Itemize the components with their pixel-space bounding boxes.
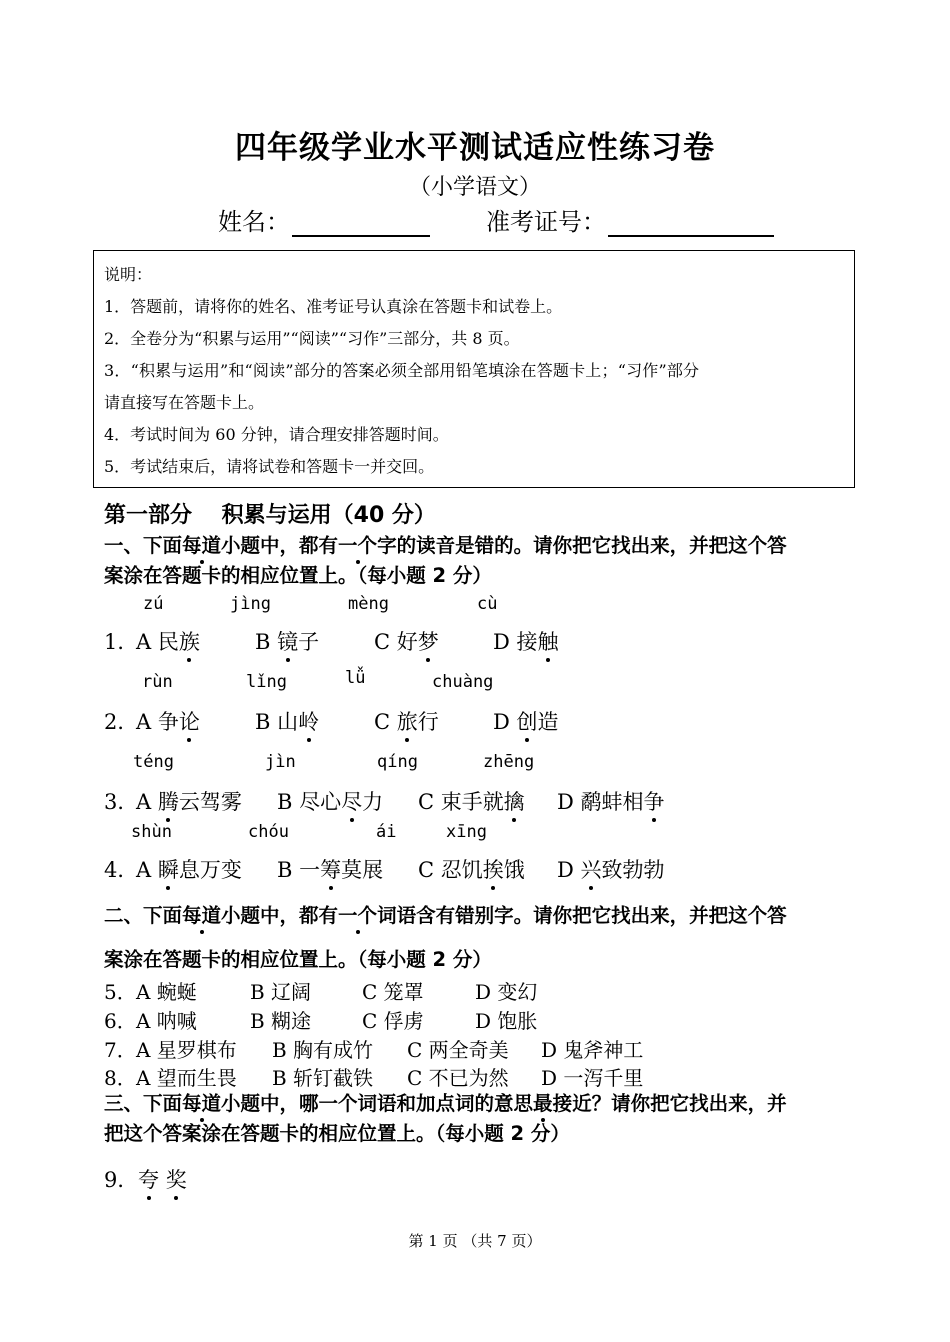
option-d: D 鬼斧神工 — [541, 1038, 644, 1062]
option-a: A 民族 — [136, 626, 200, 656]
option-d: D 接触 — [493, 626, 559, 656]
option-a: A 星罗棋布 — [136, 1038, 237, 1062]
exam-subtitle: （小学语文） — [408, 175, 541, 200]
pinyin: jìng — [230, 594, 271, 614]
pinyin: zhēng — [483, 752, 535, 772]
option-b: B 斩钉截铁 — [272, 1066, 374, 1090]
pinyin: jìn — [265, 752, 296, 772]
part-one-title: 第一部分 积累与运用（40 分） — [104, 503, 436, 528]
dotted-text: 一个 — [338, 900, 377, 928]
option-d: D 一泻千里 — [541, 1066, 644, 1090]
option-c: C 笼罩 — [362, 980, 424, 1004]
option-b: B 胸有成竹 — [272, 1038, 374, 1062]
question-number: 1． — [104, 630, 139, 654]
pinyin: chuàng — [432, 672, 494, 692]
dotted-text: 一个 — [338, 530, 377, 558]
option-a: A 腾云驾雾 — [136, 786, 242, 816]
instructions-heading: 说明： — [104, 265, 153, 284]
question-number: 9． — [104, 1168, 139, 1192]
option-b: B 辽阔 — [250, 980, 312, 1004]
question-number: 3． — [104, 790, 139, 814]
pinyin: lǐng — [246, 672, 287, 692]
option-b: B 一筹莫展 — [277, 854, 383, 884]
text-segment: 小题中，都有 — [221, 534, 339, 557]
text-segment: 接近？请你把它找出来，并 — [552, 1092, 787, 1115]
pinyin: lǚ — [345, 668, 366, 688]
instruction-line: 1．答题前，请将你的姓名、准考证号认真涂在答题卡和试卷上。 — [104, 297, 563, 316]
section-one-instruction — [104, 530, 854, 558]
exam-id-label: 准考证号： — [486, 208, 606, 236]
name-label: 姓名： — [218, 208, 290, 236]
text-segment: 小题中，都有 — [221, 904, 339, 927]
text-segment: 三、下面 — [104, 1092, 183, 1115]
pinyin: cù — [477, 594, 498, 614]
name-blank — [292, 209, 430, 237]
exam-id-field — [486, 202, 774, 237]
section-two-instruction — [104, 900, 854, 928]
option-d: D 创造 — [493, 706, 559, 736]
pinyin: ái — [376, 822, 397, 842]
dotted-text: 每道 — [182, 900, 221, 928]
option-a: A 蜿蜒 — [136, 980, 197, 1004]
section-two-instruction-line2: 案涂在答题卡的相应位置上。（每小题 2 分） — [104, 948, 492, 971]
option-b: B 镜子 — [255, 626, 319, 656]
name-field — [218, 202, 430, 237]
option-d: D 鹬蚌相争 — [557, 786, 665, 816]
section-three-instruction — [104, 1088, 854, 1116]
option-c: C 不已为然 — [407, 1066, 509, 1090]
question-number: 2． — [104, 710, 139, 734]
exam-title: 四年级学业水平测试适应性练习卷 — [235, 130, 715, 166]
option-a: A 瞬息万变 — [136, 854, 242, 884]
option-c: C 忍饥挨饿 — [418, 854, 525, 884]
pinyin: mèng — [348, 594, 389, 614]
pinyin: chóu — [248, 822, 289, 842]
text-segment: 小题中，哪一个词语和加点词的意思 — [221, 1092, 534, 1115]
option-b: B 山岭 — [255, 706, 319, 736]
option-a: A 望而生畏 — [136, 1066, 237, 1090]
option-c: C 两全奇美 — [407, 1038, 509, 1062]
section-three-instruction-line2: 把这个答案涂在答题卡的相应位置上。（每小题 2 分） — [104, 1122, 570, 1145]
question-number: 7． — [104, 1038, 137, 1062]
section-one-instruction-line2: 案涂在答题卡的相应位置上。（每小题 2 分） — [104, 564, 492, 587]
text-segment: 字的读音是错的。请你把它找出来，并把这个答 — [377, 534, 787, 557]
dotted-text: 奖 — [166, 1164, 187, 1194]
pinyin: téng — [133, 752, 174, 772]
question-number: 6． — [104, 1009, 137, 1033]
dotted-text: 夸 — [138, 1164, 159, 1194]
option-c: C 好梦 — [374, 626, 439, 656]
option-b: B 糊途 — [250, 1009, 312, 1033]
option-a: A 争论 — [136, 706, 200, 736]
instruction-line: 3．“积累与运用”和“阅读”部分的答案必须全部用铅笔填涂在答题卡上；“习作”部分 — [104, 361, 700, 380]
pinyin: zú — [143, 594, 164, 614]
pinyin: qíng — [377, 752, 418, 772]
question-number: 8． — [104, 1066, 137, 1090]
question-number: 4． — [104, 858, 139, 882]
pinyin: rùn — [142, 672, 173, 692]
option-a: A 呐喊 — [136, 1009, 197, 1033]
pinyin: xīng — [446, 822, 487, 842]
text-segment: 二、下面 — [104, 904, 183, 927]
instruction-line: 4．考试时间为 60 分钟，请合理安排答题时间。 — [104, 425, 449, 444]
text-segment: 一、下面 — [104, 534, 183, 557]
option-c: C 俘虏 — [362, 1009, 424, 1033]
pinyin: shùn — [131, 822, 172, 842]
instruction-line: 请直接写在答题卡上。 — [104, 393, 265, 412]
exam-id-blank — [608, 209, 774, 237]
dotted-text: 每道 — [182, 530, 221, 558]
instruction-line: 2．全卷分为“积累与运用”“阅读”“习作”三部分，共 8 页。 — [104, 329, 520, 348]
option-b: B 尽心尽力 — [277, 786, 383, 816]
option-d: D 饱胀 — [475, 1009, 538, 1033]
option-d: D 变幻 — [475, 980, 538, 1004]
option-c: C 旅行 — [374, 706, 439, 736]
question-number: 5． — [104, 980, 137, 1004]
q9-word — [138, 1164, 187, 1194]
dotted-text: 最 — [533, 1088, 553, 1116]
instructions-box — [93, 250, 855, 488]
dotted-text: 每道 — [182, 1088, 221, 1116]
page-footer: 第 1 页 （共 7 页） — [408, 1232, 542, 1250]
option-d: D 兴致勃勃 — [557, 854, 665, 884]
option-c: C 束手就擒 — [418, 786, 525, 816]
text-segment: 词语含有错别字。请你把它找出来，并把这个答 — [377, 904, 787, 927]
instruction-line: 5．考试结束后，请将试卷和答题卡一并交回。 — [104, 457, 435, 476]
